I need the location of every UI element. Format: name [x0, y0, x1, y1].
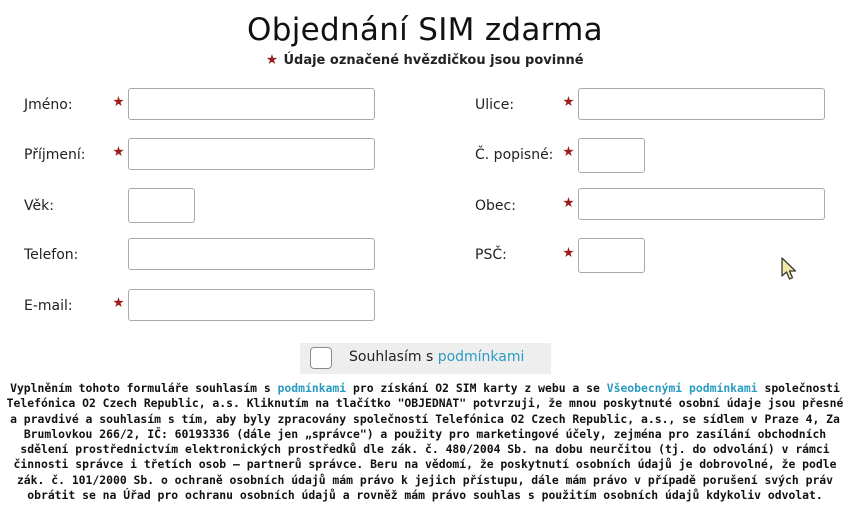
legal-consent-text	[2, 381, 848, 503]
required-star-icon	[563, 247, 574, 258]
agree-terms-link[interactable]: podmínkami	[437, 349, 525, 365]
required-star-icon	[113, 96, 124, 107]
last-name-input[interactable]	[128, 138, 375, 170]
phone-input[interactable]	[128, 238, 375, 270]
first-name-input[interactable]	[128, 88, 375, 120]
email-input[interactable]	[128, 289, 375, 321]
required-star-icon	[113, 297, 124, 308]
zip-label: PSČ:	[475, 247, 507, 263]
required-star-icon	[113, 146, 124, 157]
legal-text-part: společnosti Telefónica O2 Czech Republic, a.s. Kliknutím na tlačítko "OBJEDNAT" potvrzuji, že mnou poskytnuté osobní údaje jsou přesné a pravdivé a souhlasím s tím, aby byly zpracovány společností Telefónica O2 Czech Republic, a.s., se sídlem v Praze 4, Za Brumlovkou 266/2, IČ: 60193336 (dále jen „správce") a použity pro marketingové účely, zejména pro zasílání obchodních sdělení prostřednictvím elektronických prostředků dle zák. č. 480/2004 Sb. na dobu neurčitou (tj. do odvolání) v rámci činnosti správce i třetích osob – partnerů správce. Beru na vědomí, že poskytnutí osobních údajů je dobrovolné, že podle zák. č. 101/2000 Sb. o ochraně osobních údajů mám právo k jejich přístupu, dále mám právo v případě porušení svých práv obrátit se na Úřad pro ochranu osobních údajů a rovněž mám právo souhlas s použitím osobních údajů kdykoliv odvolat.	[6, 381, 844, 503]
city-label: Obec:	[475, 198, 516, 214]
required-note-text: Údaje označené hvězdičkou jsou povinné	[283, 53, 584, 68]
required-star-icon	[563, 146, 574, 157]
agree-checkbox[interactable]	[310, 347, 332, 369]
house-number-label: Č. popisné:	[475, 147, 554, 163]
agree-label-prefix: Souhlasím s	[349, 349, 438, 365]
street-input[interactable]	[578, 88, 825, 120]
terms-link[interactable]: podmínkami	[277, 381, 347, 395]
general-terms-link[interactable]: Všeobecnými podmínkami	[606, 381, 758, 395]
page-title: Objednání SIM zdarma	[247, 12, 603, 48]
required-star-icon	[563, 197, 574, 208]
email-label: E-mail:	[24, 298, 73, 314]
required-note	[0, 53, 850, 68]
agree-terms-control[interactable]	[300, 343, 551, 374]
age-input[interactable]	[128, 188, 195, 223]
legal-text-part: pro získání O2 SIM karty z webu a se	[346, 381, 607, 395]
agree-label	[349, 349, 524, 365]
house-number-input[interactable]	[578, 138, 645, 173]
mouse-pointer-icon	[780, 257, 800, 283]
city-input[interactable]	[578, 188, 825, 220]
last-name-label: Příjmení:	[24, 147, 86, 163]
zip-input[interactable]	[578, 238, 645, 273]
required-star-icon	[563, 96, 574, 107]
age-label: Věk:	[24, 198, 54, 214]
street-label: Ulice:	[475, 97, 515, 113]
legal-text-part: Vyplněním tohoto formuláře souhlasím s	[10, 381, 278, 395]
phone-label: Telefon:	[24, 247, 79, 263]
required-star-icon	[266, 54, 277, 65]
first-name-label: Jméno:	[24, 97, 73, 113]
